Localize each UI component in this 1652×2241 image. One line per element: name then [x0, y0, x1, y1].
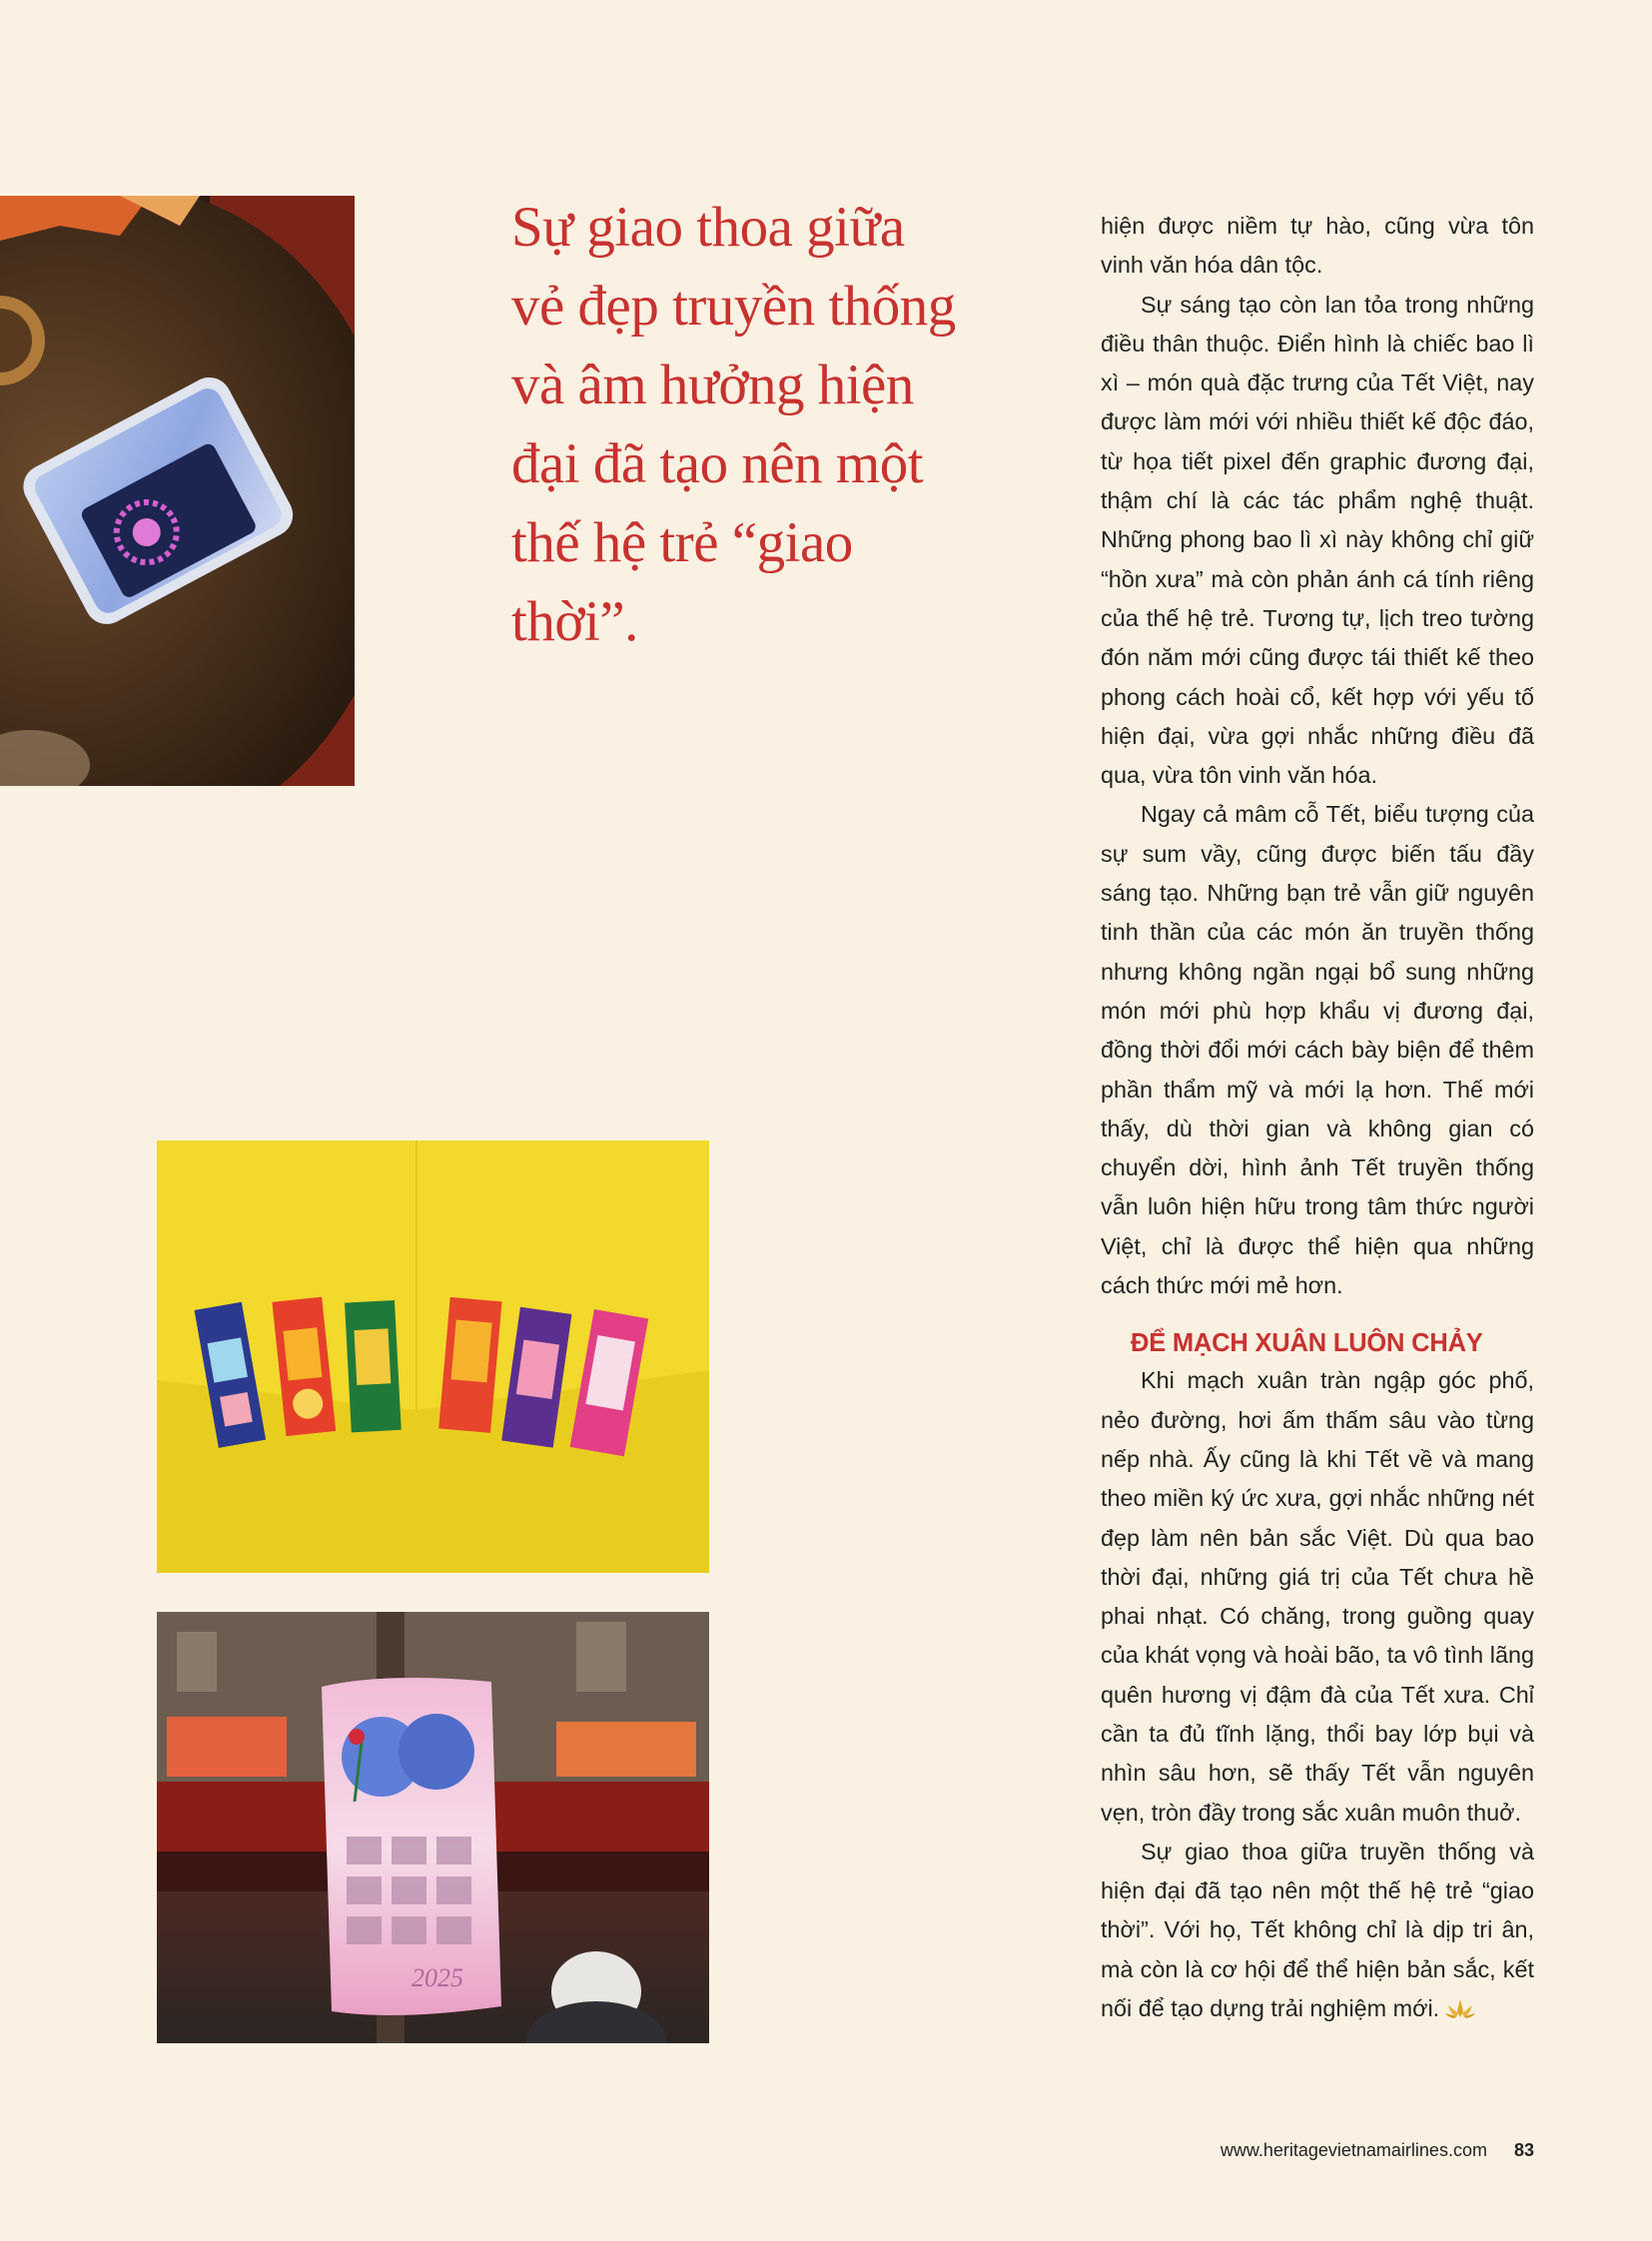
pull-quote: Sự giao thoa giữa vẻ đẹp truyền thống và âm hưởng hiện đại đã tạo nên một thế hệ trẻ “giao thời”. [511, 196, 956, 653]
page-footer [1221, 2140, 1534, 2161]
article-paragraph-last [1101, 1833, 1534, 2028]
envelopes-photo [157, 1140, 709, 1573]
calendar-year-text: 2025 [412, 1963, 463, 1992]
footer-url[interactable]: www.heritagevietnamairlines.com [1220, 2140, 1487, 2160]
phone-photo [0, 196, 355, 786]
section-heading: ĐỂ MẠCH XUÂN LUÔN CHẢY [1131, 1329, 1483, 1358]
article-body [1101, 207, 1534, 2028]
article-paragraph: Sự sáng tạo còn lan tỏa trong những điều thân thuộc. Điển hình là chiếc bao lì xì – món quà đặc trưng của Tết Việt, nay được làm mới với nhiều thiết kế độc đáo, từ họa tiết pixel đến graphic đương đại, thậm chí là các tác phẩm nghệ thuật. Những phong bao lì xì này không chỉ giữ “hồn xưa” mà còn phản ánh cá tính riêng của thế hệ trẻ. Tương tự, lịch treo tường đón năm mới cũng được tái thiết kế theo phong cách hoài cổ, kết hợp với yếu tố hiện đại, vừa gợi nhắc những điều đã qua, vừa tôn vinh văn hóa. [1101, 291, 1534, 789]
article-paragraph-text: Sự giao thoa giữa truyền thống và hiện đại đã tạo nên một thế hệ trẻ “giao thời”. Với họ, Tết không chỉ là dịp tri ân, mà còn là cơ hội để thể hiện bản sắc, kết nối để tạo dựng trải nghiệm mới. [1101, 1838, 1534, 2022]
article-paragraph: hiện được niềm tự hào, cũng vừa tôn vinh văn hóa dân tộc. [1101, 213, 1534, 279]
article-paragraph: Khi mạch xuân tràn ngập góc phố, nẻo đường, hơi ấm thấm sâu vào từng nếp nhà. Ấy cũng là khi Tết về và mang theo miền ký ức xưa, gợi nhắc những nét đẹp làm nên bản sắc Việt. Dù qua bao thời đại, những giá trị của Tết chưa hề phai nhạt. Có chăng, trong guồng quay của khát vọng và hoài bão, ta vô tình lãng quên hương vị đậm đà của Tết xưa. Chỉ cần ta đủ tĩnh lặng, thổi bay lớp bụi và nhìn sâu hơn, sẽ thấy Tết vẫn nguyên vẹn, tròn đầy trong sắc xuân muôn thuở. [1101, 1367, 1534, 1826]
lotus-end-mark-icon [1444, 1997, 1476, 2019]
article-paragraph: Ngay cả mâm cỗ Tết, biểu tượng của sự sum vầy, cũng được biến tấu đầy sáng tạo. Những bạn trẻ vẫn giữ nguyên tinh thần của các món ăn truyền thống nhưng không ngần ngại bổ sung những món mới phù hợp khẩu vị đương đại, đồng thời đổi mới cách bày biện để thêm phần thẩm mỹ và mới lạ hơn. Thế mới thấy, dù thời gian và không gian có chuyển dời, hình ảnh Tết truyền thống vẫn luôn hiện hữu trong tâm thức người Việt, chỉ là được thể hiện qua những cách thức mới mẻ hơn. [1101, 801, 1534, 1299]
calendar-photo [157, 1612, 709, 2043]
page-number: 83 [1513, 2140, 1534, 2160]
